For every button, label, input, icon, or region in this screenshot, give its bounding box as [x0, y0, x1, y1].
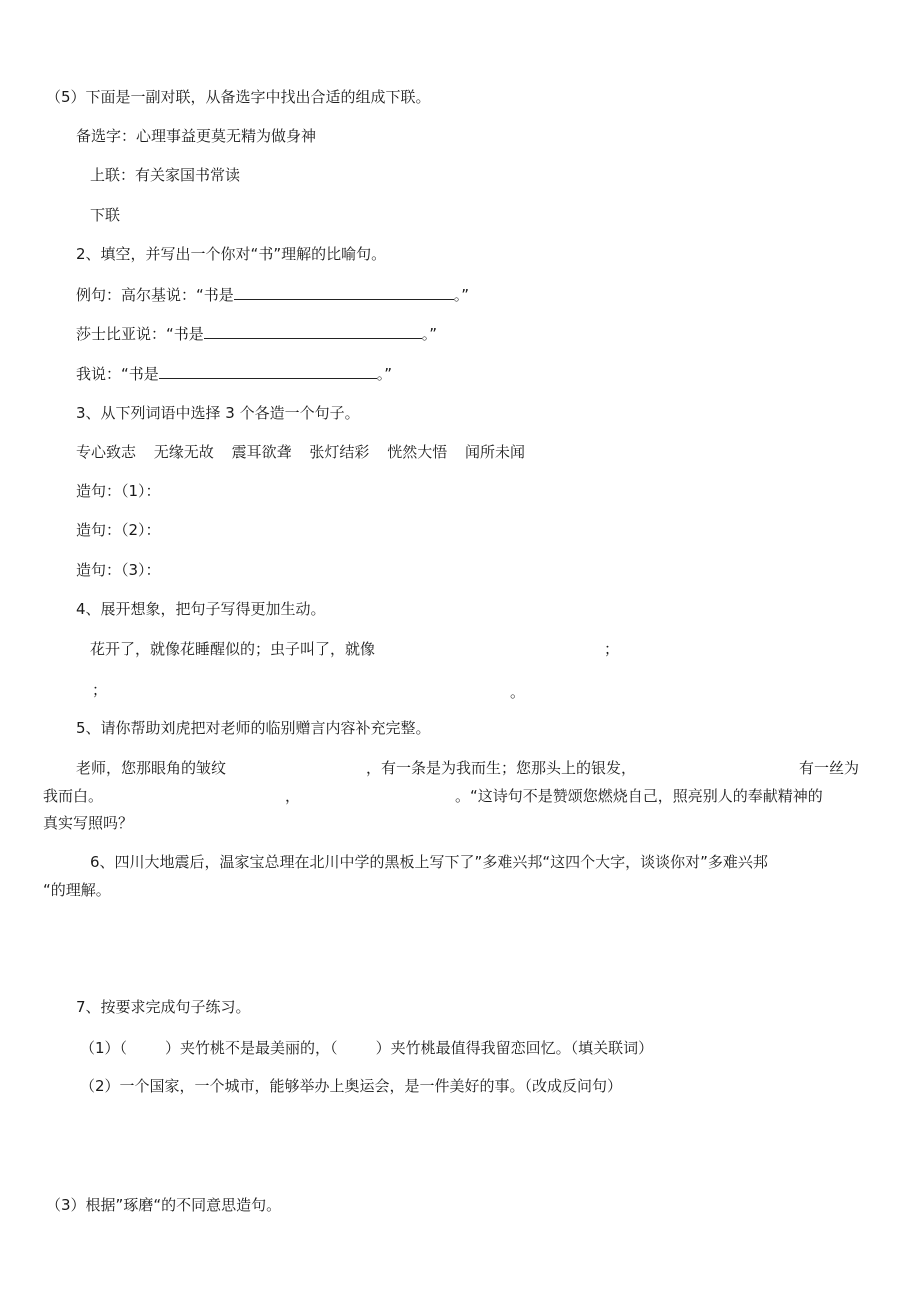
q5b-part6: 。“这诗句不是赞颂您燃烧自己，照亮别人的奉献精神的 — [455, 787, 823, 805]
word: 专心致志 — [76, 443, 137, 461]
answer-blank[interactable] — [159, 362, 377, 379]
q2-suffix: 。” — [421, 325, 438, 343]
q5-title: （5）下面是一副对联，从备选字中找出合适的组成下联。 — [46, 88, 431, 106]
q2-title: 2、填空，并写出一个你对“书”理解的比喻句。 — [76, 245, 387, 263]
q2-shakespeare-label: 莎士比亚说：“书是 — [76, 325, 204, 343]
q2-me — [76, 362, 392, 385]
q4-semicolon: ； — [604, 640, 620, 658]
q2-example-label: 例句：高尔基说：“书是 — [76, 286, 234, 304]
q7-s1-part-c: ）夹竹桃最值得我留恋回忆。（填关联词） — [375, 1039, 654, 1057]
q4-line1: 花开了，就像花睡醒似的；虫子叫了，就像 — [90, 640, 376, 658]
q6-line2: “的理解。 — [43, 881, 111, 899]
q3-word-list — [76, 441, 525, 463]
q5b-part2: ，有一条是为我而生；您那头上的银发， — [366, 759, 637, 777]
word: 恍然大悟 — [387, 443, 448, 461]
q5-upper-couplet: 上联：有关家国书常读 — [90, 166, 241, 184]
q3-sentence-1: 造句：（1）： — [76, 482, 161, 500]
q6-line1: 6、四川大地震后，温家宝总理在北川中学的黑板上写下了”多难兴邦“这四个大字，谈谈你对”多难兴邦 — [90, 853, 768, 871]
q2-suffix: 。” — [453, 286, 470, 304]
answer-blank[interactable] — [234, 283, 454, 300]
q2-me-label: 我说：“书是 — [76, 365, 159, 383]
q3-sentence-3: 造句：（3）： — [76, 561, 161, 579]
q7-sentence-1 — [80, 1037, 653, 1059]
q7-s1-part-b: ）夹竹桃不是最美丽的，（ — [165, 1039, 338, 1057]
q7-sentence-2: （2）一个国家，一个城市，能够举办上奥运会，是一件美好的事。（改成反问句） — [80, 1077, 623, 1095]
q3-sentence-2: 造句：（2）： — [76, 521, 161, 539]
word: 无缘无故 — [153, 443, 214, 461]
word: 震耳欲聋 — [231, 443, 292, 461]
q4-period: 。 — [510, 683, 526, 701]
q5b-part5: ， — [285, 787, 301, 805]
q5-lower-couplet: 下联 — [90, 206, 121, 224]
word: 闻所未闻 — [464, 443, 525, 461]
q4-title: 4、展开想象，把句子写得更加生动。 — [76, 600, 326, 618]
q5b-title: 5、请你帮助刘虎把对老师的临别赠言内容补充完整。 — [76, 719, 431, 737]
q7-s1-part-a: （1）（ — [80, 1039, 128, 1057]
answer-blank[interactable] — [204, 322, 422, 339]
q5-options: 备选字：心理事益更莫无精为做身神 — [76, 127, 317, 145]
q5b-part4: 我而白。 — [43, 787, 104, 805]
q2-example — [76, 283, 469, 306]
q2-shakespeare — [76, 322, 437, 345]
word: 张灯结彩 — [309, 443, 370, 461]
q5b-part7: 真实写照吗？ — [43, 814, 134, 832]
q5b-part3: 有一丝为 — [799, 759, 860, 777]
q7-title: 7、按要求完成句子练习。 — [76, 998, 251, 1016]
q4-semicolon-2: ； — [92, 681, 108, 699]
q5b-part1: 老师，您那眼角的皱纹 — [76, 759, 227, 777]
q7-sentence-3: （3）根据”琢磨“的不同意思造句。 — [46, 1196, 282, 1214]
q2-suffix: 。” — [376, 365, 393, 383]
q3-title: 3、从下列词语中选择 3 个各造一个句子。 — [76, 404, 360, 422]
